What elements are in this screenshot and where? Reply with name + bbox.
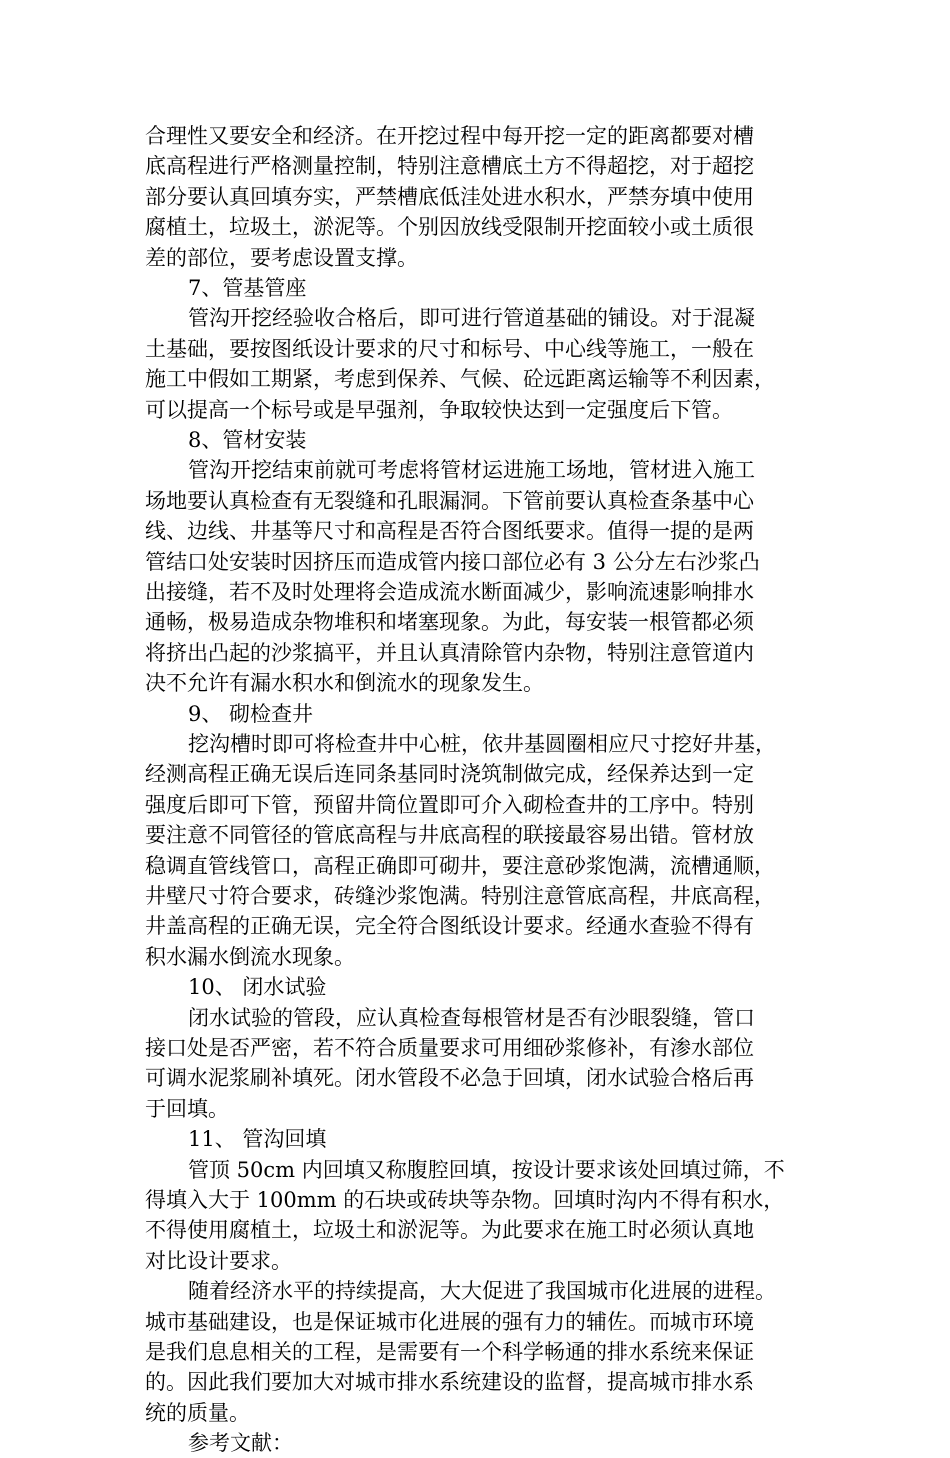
text-line: 腐植土，垃圾土，淤泥等。个别因放线受限制开挖面较小或土质很	[145, 215, 754, 240]
text-line: 部分要认真回填夯实，严禁槽底低洼处进水积水，严禁夯填中使用	[145, 184, 754, 209]
text-line: 差的部位，要考虑设置支撑。	[145, 245, 418, 270]
text-line: 通畅，极易造成杂物堆积和堵塞现象。为此，每安装一根管都必须	[145, 610, 754, 635]
text-line: 9、 砌检查井	[188, 701, 314, 726]
text-line: 强度后即可下管，预留井筒位置即可介入砌检查井的工序中。特别	[145, 792, 754, 817]
text-line: 出接缝，若不及时处理将会造成流水断面减少，影响流速影响排水	[145, 580, 754, 604]
text-line: 11、 管沟回填	[188, 1127, 327, 1152]
text-line: 随着经济水平的持续提高，大大促进了我国城市化进展的进程。	[188, 1279, 776, 1304]
text-line: 7、管基管座	[188, 276, 307, 300]
text-line: 可调水泥浆刷补填死。闭水管段不必急于回填，闭水试验合格后再	[145, 1066, 754, 1091]
text-line: 积水漏水倒流水现象。	[145, 944, 355, 969]
text-line: 对比设计要求。	[145, 1248, 292, 1273]
text-line: 井盖高程的正确无误，完全符合图纸设计要求。经通水查验不得有	[145, 914, 754, 939]
text-line: 不得使用腐植土，垃圾土和淤泥等。为此要求在施工时必须认真地	[145, 1218, 754, 1243]
text-line: 的。因此我们要加大对城市排水系统建设的监督，提高城市排水系	[145, 1370, 754, 1395]
text-line: 城市基础建设，也是保证城市化进展的强有力的辅佐。而城市环境	[145, 1309, 754, 1334]
text-line: 经测高程正确无误后连同条基同时浇筑制做完成，经保养达到一定	[145, 762, 754, 787]
text-line: 得填入大于 100mm 的石块或砖块等杂物。回填时沟内不得有积水，	[145, 1188, 785, 1212]
text-line: 施工中假如工期紧，考虑到保养、气候、砼远距离运输等不利因素，	[145, 367, 775, 392]
text-line: 要注意不同管径的管底高程与井底高程的联接最容易出错。管材放	[145, 823, 754, 848]
text-line: 10、 闭水试验	[188, 975, 327, 1000]
text-line: 管沟开挖结束前就可考虑将管材运进施工场地，管材进入施工	[188, 458, 755, 483]
text-line: 线、边线、井基等尺寸和高程是否符合图纸要求。值得一提的是两	[145, 519, 754, 544]
text-line: 决不允许有漏水积水和倒流水的现象发生。	[145, 671, 544, 696]
text-line: 将挤出凸起的沙浆搞平，并且认真清除管内杂物，特别注意管道内	[145, 640, 754, 665]
text-line: 合理性又要安全和经济。在开挖过程中每开挖一定的距离都要对槽	[145, 124, 754, 148]
text-line: 稳调直管线管口，高程正确即可砌井，要注意砂浆饱满，流槽通顺，	[145, 853, 775, 878]
text-line: 统的质量。	[145, 1400, 250, 1425]
text-line: 管结口处安装时因挤压而造成管内接口部位必有 3 公分左右沙浆凸	[145, 549, 760, 574]
text-line: 是我们息息相关的工程，是需要有一个科学畅通的排水系统来保证	[145, 1340, 754, 1364]
text-line: 井壁尺寸符合要求，砖缝沙浆饱满。特别注意管底高程，井底高程，	[145, 884, 775, 908]
text-line: 场地要认真检查有无裂缝和孔眼漏洞。下管前要认真检查条基中心	[145, 488, 754, 513]
text-line: 管沟开挖经验收合格后，即可进行管道基础的铺设。对于混凝	[188, 306, 755, 331]
text-line: 闭水试验的管段，应认真检查每根管材是否有沙眼裂缝，管口	[188, 1005, 755, 1030]
text-line: 可以提高一个标号或是早强剂，争取较快达到一定强度后下管。	[145, 397, 733, 422]
text-line: 挖沟槽时即可将检查井中心桩，依井基圆圈相应尺寸挖好井基，	[188, 732, 776, 756]
text-line: 土基础，要按图纸设计要求的尺寸和标号、中心线等施工，一般在	[145, 336, 754, 361]
text-line: 管顶 50cm 内回填又称腹腔回填，按设计要求该处回填过筛，不	[188, 1157, 785, 1182]
text-line: 于回填。	[145, 1096, 229, 1121]
text-line: 接口处是否严密，若不符合质量要求可用细砂浆修补，有渗水部位	[145, 1036, 754, 1060]
text-line: 8、管材安装	[188, 428, 307, 452]
text-line: 参考文献：	[188, 1431, 293, 1456]
text-line: 底高程进行严格测量控制，特别注意槽底土方不得超挖，对于超挖	[145, 154, 754, 179]
